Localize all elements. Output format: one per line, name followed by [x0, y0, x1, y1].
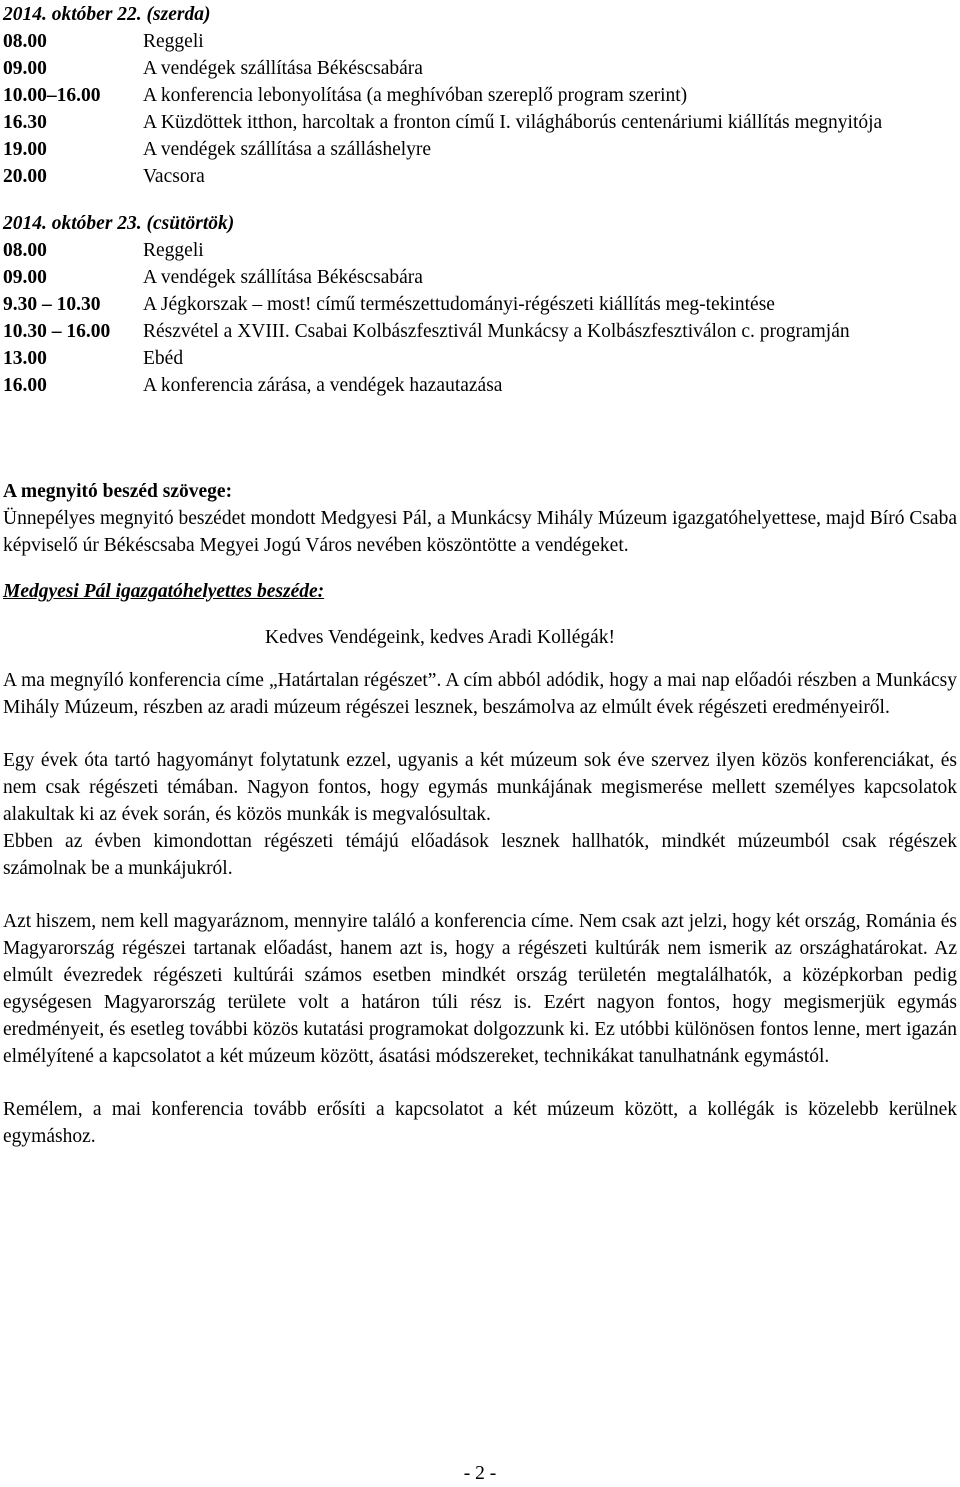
schedule-row	[3, 345, 957, 372]
schedule-row	[3, 237, 957, 264]
schedule-row	[3, 163, 957, 190]
schedule-time: 08.00	[3, 31, 47, 52]
schedule-desc: Részvétel a XVIII. Csabai Kolbászfesztivál Munkácsy a Kolbászfesztiválon c. programján	[143, 321, 850, 342]
schedule-time: 20.00	[3, 166, 47, 187]
spacer	[3, 882, 957, 908]
schedule-desc: A Küzdöttek itthon, harcoltak a fronton című I. világháborús centenáriumi kiállítás megnyitója	[143, 112, 883, 133]
schedule-desc: A konferencia zárása, a vendégek hazautazása	[143, 375, 503, 396]
schedule-time: 13.00	[3, 348, 47, 369]
schedule-desc: A vendégek szállítása Békéscsabára	[143, 58, 423, 79]
schedule-desc: Reggeli	[143, 240, 204, 261]
schedule-desc: Reggeli	[143, 31, 204, 52]
spacer	[3, 1070, 957, 1096]
schedule-desc: Ebéd	[143, 348, 184, 369]
speech-salutation: Kedves Vendégeink, kedves Aradi Kollégák!	[265, 627, 616, 648]
schedule-row	[3, 136, 957, 163]
schedule-row	[3, 264, 957, 291]
speech-paragraph: Remélem, a mai konferencia tovább erősíti a kapcsolatot a két múzeum között, a kollégák is közelebb kerülnek egymáshoz.	[3, 1099, 957, 1147]
schedule-desc: A vendégek szállítása a szálláshelyre	[143, 139, 432, 160]
spacer	[3, 605, 957, 624]
day1-title: 2014. október 22. (szerda)	[3, 4, 211, 25]
schedule-time: 09.00	[3, 58, 47, 79]
schedule-desc: A Jégkorszak – most! című természettudományi-régészeti kiállítás meg-tekintése	[143, 294, 775, 315]
schedule-row	[3, 55, 957, 82]
schedule-time: 9.30 – 10.30	[3, 294, 101, 315]
speech-paragraph: Ebben az évben kimondottan régészeti témájú előadások lesznek hallhatók, mindkét múzeumból csak régészek számolnak be a munkájukról.	[3, 831, 957, 879]
schedule-desc: A vendégek szállítása Békéscsabára	[143, 267, 423, 288]
spacer	[3, 721, 957, 747]
schedule-row	[3, 82, 957, 109]
spacer	[3, 559, 957, 578]
spacer	[3, 399, 957, 478]
opening-heading: A megnyitó beszéd szövege:	[3, 481, 233, 502]
schedule-time: 09.00	[3, 267, 47, 288]
schedule-time: 08.00	[3, 240, 47, 261]
opening-paragraph: Ünnepélyes megnyitó beszédet mondott Medgyesi Pál, a Munkácsy Mihály Múzeum igazgatóhelyettese, majd Bíró Csaba képviselő úr Békéscsaba Megyei Jogú Város nevében köszöntötte a vendégeket.	[3, 508, 957, 556]
schedule-row	[3, 372, 957, 399]
schedule-time: 19.00	[3, 139, 47, 160]
spacer	[3, 651, 957, 667]
speech-paragraph: Azt hiszem, nem kell magyaráznom, mennyire találó a konferencia címe. Nem csak azt jelzi, hogy két ország, Románia és Magyarország régészei tartanak előadást, hanem azt is, hogy a régészeti kultúrák nem ismerik az országhatárokat. Az elmúlt évezredek régészeti kultúrái számos esetben mindkét ország területén megtalálhatók, a középkorban pedig egységesen Magyarország területe volt a határon túli rész is. Ezért nagyon fontos, hogy megismerjük egymás eredményeit, és esetleg további közös kutatási programokat dolgozzunk ki. Ez utóbbi különösen fontos lenne, mert igazán elmélyítené a kapcsolatot a két múzeum között, ásatási módszereket, technikákat tanulhatnánk egymástól.	[3, 911, 957, 1067]
schedule-time: 10.00–16.00	[3, 85, 101, 106]
schedule-time: 16.30	[3, 112, 47, 133]
schedule-row	[3, 109, 957, 136]
speech-title: Medgyesi Pál igazgatóhelyettes beszéde:	[3, 581, 325, 602]
schedule-row	[3, 291, 957, 318]
schedule-desc: Vacsora	[143, 166, 205, 187]
page-content	[3, 1, 957, 1150]
schedule-desc: A konferencia lebonyolítása (a meghívóban szereplő program szerint)	[143, 85, 688, 106]
schedule-row	[3, 28, 957, 55]
page-number: - 2 -	[463, 1463, 497, 1484]
speech-paragraph: A ma megnyíló konferencia címe „Határtalan régészet”. A cím abból adódik, hogy a mai nap előadói részben a Munkácsy Mihály Múzeum, részben az aradi múzeum régészei lesznek, beszámolva az elmúlt évek régészeti eredményeiről.	[3, 670, 957, 718]
schedule-time: 10.30 – 16.00	[3, 321, 111, 342]
speech-paragraph: Egy évek óta tartó hagyományt folytatunk ezzel, ugyanis a két múzeum sok éve szervez ilyen közös konferenciákat, és nem csak régészeti témában. Nagyon fontos, hogy egymás munkájának megismerése mellett személyes kapcsolatok alakultak ki az évek során, és közös munkák is megvalósultak.	[3, 750, 957, 825]
day2-title: 2014. október 23. (csütörtök)	[3, 213, 235, 234]
spacer	[3, 190, 957, 210]
schedule-time: 16.00	[3, 375, 47, 396]
schedule-row	[3, 318, 957, 345]
